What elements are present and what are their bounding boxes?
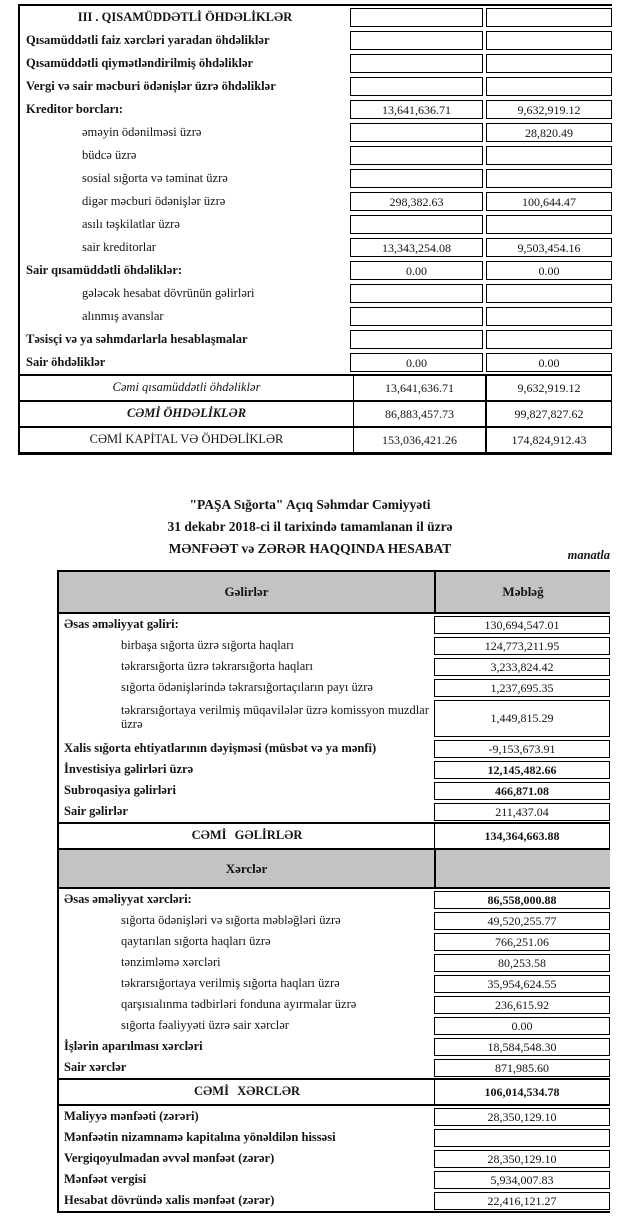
table-row — [59, 952, 610, 973]
value-cell — [486, 215, 612, 234]
amount-cell: 106,014,534.78 — [434, 1080, 610, 1104]
value-cell: 99,827,827.62 — [486, 402, 612, 426]
value-cell: 153,036,421.26 — [353, 428, 486, 452]
row-label: tənzimləmə xərcləri — [121, 954, 221, 969]
table-row — [59, 973, 610, 994]
report-name: MƏNFƏƏT və ZƏRƏR HAQQINDA HESABAT — [168, 541, 452, 556]
value-cell: 0.00 — [350, 261, 483, 280]
table-row — [59, 931, 610, 952]
total-income-row — [59, 822, 610, 850]
header-amount-spacer — [434, 850, 610, 887]
value-cell — [486, 31, 612, 50]
income-header-row — [59, 572, 610, 614]
value-cell — [486, 77, 612, 96]
amount-cell: 18,584,548.30 — [434, 1038, 610, 1056]
value-cell: 9,632,919.12 — [486, 376, 612, 400]
value-cell: 13,641,636.71 — [350, 100, 483, 119]
table-row — [59, 1015, 610, 1036]
total-expenses-row — [59, 1078, 610, 1106]
row-label: Kreditor borcları: — [26, 101, 123, 116]
table-row — [59, 801, 610, 822]
row-label: əməyin ödənilməsi üzrə — [82, 124, 202, 139]
value-cell: 86,883,457.73 — [353, 402, 486, 426]
row-label: sair kreditorlar — [82, 239, 156, 254]
table-row — [20, 6, 612, 29]
table-row — [20, 29, 612, 52]
amount-cell: 130,694,547.01 — [434, 616, 610, 634]
amount-cell — [434, 1129, 610, 1147]
value-cell — [486, 307, 612, 326]
value-cell — [486, 330, 612, 349]
table-row — [20, 305, 612, 328]
row-label: Vergi və sair məcburi ödənişlər üzrə öhdəliklər — [26, 78, 276, 93]
row-label: qaytarılan sığorta haqları üzrə — [121, 933, 271, 948]
table-row — [20, 328, 612, 351]
value-cell — [486, 146, 612, 165]
value-cell — [350, 54, 483, 73]
table-row — [20, 213, 612, 236]
total-row — [20, 426, 612, 452]
report-period: 31 dekabr 2018-ci il tarixində tamamlanan il üzrə — [167, 519, 453, 534]
table-row — [59, 759, 610, 780]
value-cell: 100,644.47 — [486, 192, 612, 211]
row-label: sosial sığorta və təminat üzrə — [82, 170, 228, 185]
currency-note: manatla — [567, 548, 610, 562]
table-row — [59, 677, 610, 698]
table-row — [20, 167, 612, 190]
table-row — [20, 121, 612, 144]
table-row — [59, 780, 610, 801]
row-label: Hesabat dövründə xalis mənfəət (zərər) — [64, 1192, 275, 1207]
row-label: Sair qısamüddətli öhdəliklər: — [26, 262, 183, 277]
balance-sheet-table — [18, 4, 612, 455]
row-label: büdcə üzrə — [82, 147, 137, 162]
amount-cell: 28,350,129.10 — [434, 1108, 610, 1126]
row-label: Cəmi qısamüddətli öhdəliklər — [112, 380, 261, 395]
row-label: Maliyyə mənfəəti (zərəri) — [64, 1108, 199, 1123]
row-label: CƏMİ ÖHDƏLİKLƏR — [126, 406, 247, 421]
value-cell — [350, 330, 483, 349]
amount-cell: 35,954,624.55 — [434, 975, 610, 993]
table-row — [59, 1190, 610, 1211]
amount-cell: 3,233,824.42 — [434, 658, 610, 676]
value-cell: 0.00 — [486, 261, 612, 280]
amount-cell: 28,350,129.10 — [434, 1150, 610, 1168]
value-cell — [486, 284, 612, 303]
section-title: III . QISAMÜDDƏTLİ ÖHDƏLİKLƏR — [77, 9, 293, 24]
report-title-block — [0, 494, 620, 560]
value-cell — [350, 284, 483, 303]
value-cell: 9,503,454.16 — [486, 238, 612, 257]
row-label: CƏMİ XƏRCLƏR — [194, 1084, 300, 1099]
amount-cell: 12,145,482.66 — [434, 761, 610, 779]
row-label: alınmış avanslar — [82, 308, 164, 323]
row-label: təkrarsığortaya verilmiş müqavilələr üzrə komissyon muzdlar üzrə — [121, 703, 429, 731]
row-label: Təsisçi və ya səhmdarlarla hesablaşmalar — [26, 331, 248, 346]
value-cell — [350, 215, 483, 234]
value-cell — [350, 8, 483, 27]
value-cell — [350, 169, 483, 188]
column-header-expenses: Xərclər — [225, 860, 268, 876]
row-label: İşlərin aparılması xərcləri — [64, 1038, 203, 1053]
value-cell — [486, 169, 612, 188]
profit-loss-table — [57, 570, 610, 1213]
amount-cell: 766,251.06 — [434, 933, 610, 951]
table-row — [20, 144, 612, 167]
row-label: CƏMİ KAPİTAL VƏ ÖHDƏLİKLƏR — [89, 432, 284, 447]
amount-cell: 236,615.92 — [434, 996, 610, 1014]
value-cell — [350, 146, 483, 165]
row-label: digər məcburi ödənişlər üzrə — [82, 193, 226, 208]
expenses-header-row — [59, 850, 610, 889]
table-row — [20, 259, 612, 282]
value-cell: 0.00 — [350, 353, 483, 372]
table-row — [20, 98, 612, 121]
table-row — [59, 635, 610, 656]
row-label: təkrarsığorta üzrə təkrarsığorta haqları — [121, 658, 313, 673]
amount-cell: 0.00 — [434, 1017, 610, 1035]
value-cell — [350, 123, 483, 142]
row-label: Vergiqoyulmadan əvvəl mənfəət (zərər) — [64, 1150, 275, 1165]
row-label: Xalis sığorta ehtiyatlarının dəyişməsi (müsbət və ya mənfi) — [64, 740, 377, 755]
table-row — [59, 656, 610, 677]
table-row — [20, 190, 612, 213]
table-row — [20, 236, 612, 259]
row-label: Sair xərclər — [64, 1059, 127, 1074]
amount-cell: 5,934,007.83 — [434, 1171, 610, 1189]
table-row — [59, 889, 610, 910]
value-cell: 0.00 — [486, 353, 612, 372]
row-label: sığorta ödənişlərində təkrarsığortaçıların payı üzrə — [121, 679, 373, 694]
amount-cell: 1,449,815.29 — [434, 700, 610, 737]
amount-cell: 124,773,211.95 — [434, 637, 610, 655]
row-label: Qısamüddətli qiymətləndirilmiş öhdəliklər — [26, 55, 254, 70]
row-label: Mənfəətin nizamnamə kapitalına yönəldilən hissəsi — [64, 1129, 336, 1144]
amount-cell: 134,364,663.88 — [434, 824, 610, 848]
table-row — [20, 351, 612, 374]
value-cell: 13,343,254.08 — [350, 238, 483, 257]
company-name: "PAŞA Sığorta" Açıq Səhmdar Cəmiyyəti — [189, 497, 431, 512]
table-row — [59, 1148, 610, 1169]
column-header-amount: Məbləğ — [434, 572, 610, 612]
table-row — [59, 910, 610, 931]
table-row — [20, 282, 612, 305]
table-row — [59, 1127, 610, 1148]
row-label: CƏMİ GƏLİRLƏR — [191, 828, 303, 843]
row-label: Əsas əməliyyat xərcləri: — [64, 891, 192, 906]
row-label: Qısamüddətli faiz xərcləri yaradan öhdəliklər — [26, 32, 270, 47]
value-cell — [486, 8, 612, 27]
row-label: Sair gəlirlər — [64, 803, 128, 818]
value-cell: 298,382.63 — [350, 192, 483, 211]
table-row — [59, 738, 610, 759]
row-label: qarşısıalınma tədbirləri fonduna ayırmalar üzrə — [121, 996, 357, 1011]
amount-cell: -9,153,673.91 — [434, 740, 610, 758]
table-row — [59, 994, 610, 1015]
amount-cell: 1,237,695.35 — [434, 679, 610, 697]
value-cell — [486, 54, 612, 73]
value-cell — [350, 77, 483, 96]
row-label: sığorta fəaliyyəti üzrə sair xərclər — [121, 1017, 289, 1032]
table-row — [59, 1036, 610, 1057]
amount-cell: 80,253.58 — [434, 954, 610, 972]
row-label: təkrarsığortaya verilmiş sığorta haqları üzrə — [121, 975, 340, 990]
amount-cell: 86,558,000.88 — [434, 891, 610, 909]
table-row — [59, 614, 610, 635]
value-cell — [350, 307, 483, 326]
value-cell: 174,824,912.43 — [486, 428, 612, 452]
amount-cell: 466,871.08 — [434, 782, 610, 800]
row-label: Mənfəət vergisi — [64, 1171, 147, 1186]
table-row — [59, 698, 610, 738]
table-row — [59, 1057, 610, 1078]
column-header-income: Gəlirlər — [224, 584, 269, 599]
value-cell: 28,820.49 — [486, 123, 612, 142]
table-row — [20, 75, 612, 98]
row-label: İnvestisiya gəlirləri üzrə — [64, 761, 194, 776]
amount-cell: 871,985.60 — [434, 1059, 610, 1077]
value-cell — [350, 31, 483, 50]
table-row — [20, 52, 612, 75]
row-label: Subroqasiya gəlirləri — [64, 782, 176, 797]
row-label: birbaşa sığorta üzrə sığorta haqları — [121, 637, 294, 652]
row-label: sığorta ödənişləri və sığorta məbləğləri üzrə — [121, 912, 341, 927]
total-row — [20, 374, 612, 400]
table-row — [59, 1169, 610, 1190]
row-label: Əsas əməliyyat gəliri: — [64, 616, 179, 631]
row-label: gələcək hesabat dövrünün gəlirləri — [82, 285, 255, 300]
amount-cell: 49,520,255.77 — [434, 912, 610, 930]
total-row — [20, 400, 612, 426]
table-row — [59, 1106, 610, 1127]
amount-cell: 211,437.04 — [434, 803, 610, 821]
value-cell: 9,632,919.12 — [486, 100, 612, 119]
row-label: Sair öhdəliklər — [26, 354, 106, 369]
value-cell: 13,641,636.71 — [353, 376, 486, 400]
amount-cell: 22,416,121.27 — [434, 1192, 610, 1210]
row-label: asılı təşkilatlar üzrə — [82, 216, 180, 231]
